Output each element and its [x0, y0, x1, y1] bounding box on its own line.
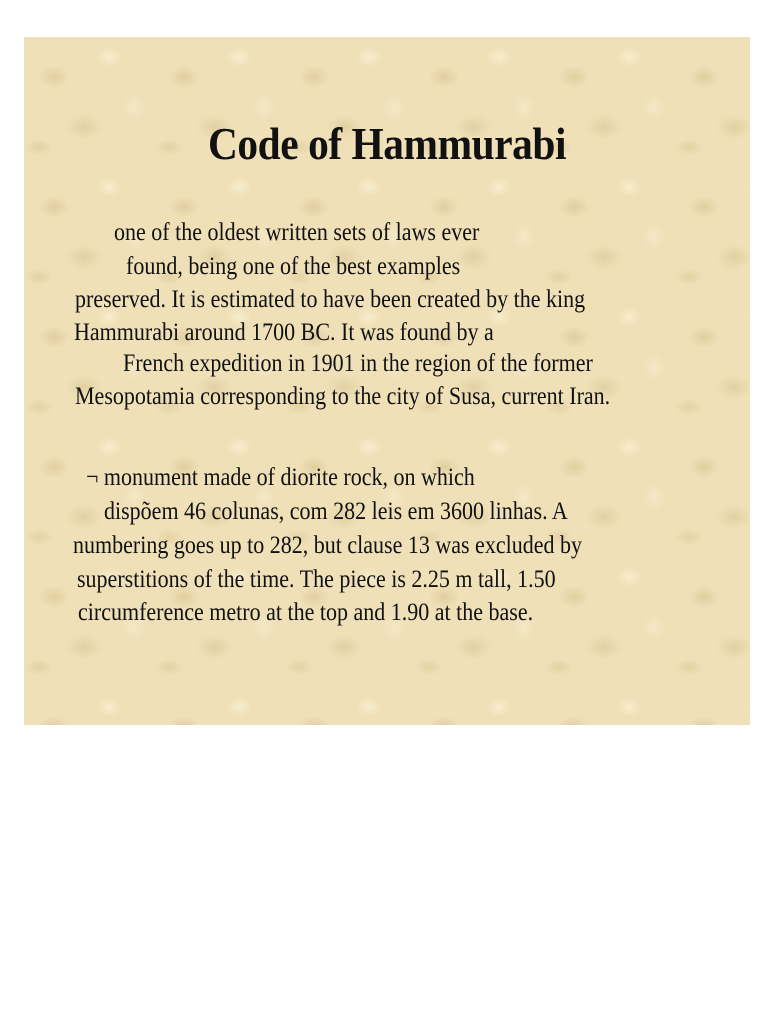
paragraph-line: found, being one of the best examples [126, 253, 461, 280]
paragraph-line: preserved. It is estimated to have been created by the king [75, 286, 586, 313]
paragraph-line: French expedition in 1901 in the region of the former [123, 350, 593, 377]
paragraph-line: one of the oldest written sets of laws ever [114, 219, 480, 246]
paragraph-line: Hammurabi around 1700 BC. It was found by a [74, 319, 494, 346]
paragraph-line: ¬ monument made of diorite rock, on which [86, 464, 475, 491]
paragraph-line: circumference metro at the top and 1.90 at the base. [78, 599, 534, 626]
paragraph-line: numbering goes up to 282, but clause 13 was excluded by [73, 532, 582, 559]
slide-title: Code of Hammurabi [207, 118, 567, 169]
paragraph-line: dispõem 46 colunas, com 282 leis em 3600 linhas. A [104, 498, 568, 525]
slide [24, 37, 750, 725]
paragraph-line: Mesopotamia corresponding to the city of Susa, current Iran. [75, 383, 611, 410]
paragraph-line: superstitions of the time. The piece is 2.25 m tall, 1.50 [77, 566, 556, 593]
